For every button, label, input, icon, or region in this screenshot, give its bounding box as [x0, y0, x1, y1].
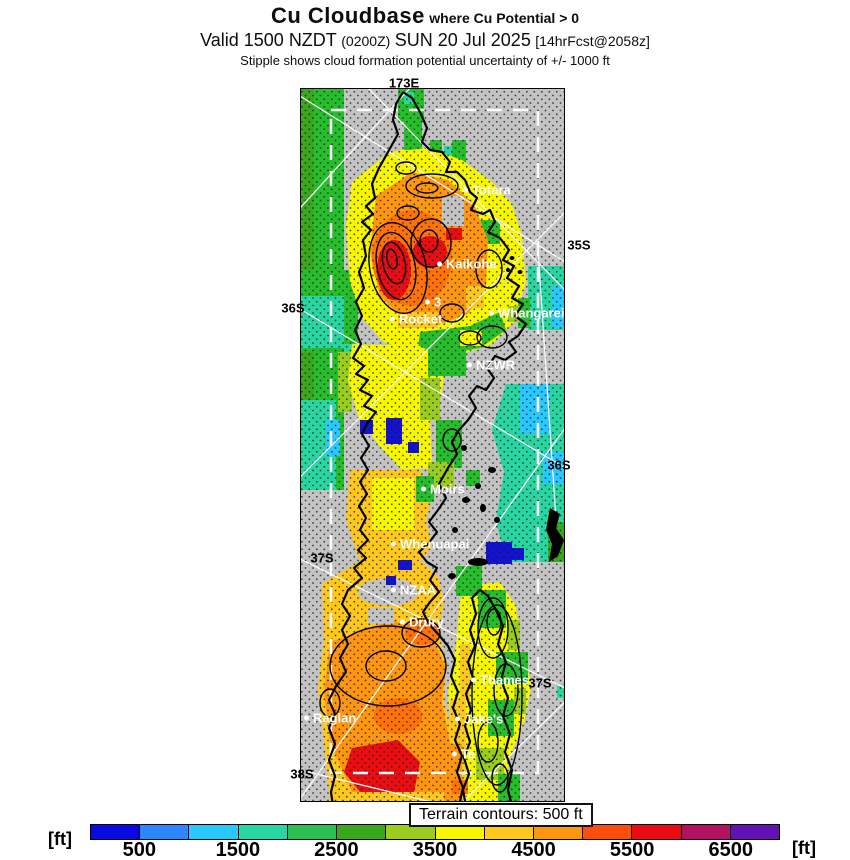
site-marker-dot	[452, 752, 457, 757]
colorbar-tick-500: 500	[122, 839, 156, 860]
page-title: Cu Cloudbase	[270, 3, 425, 28]
site-marker-dot	[489, 311, 494, 316]
stipple-overlay	[300, 88, 565, 802]
title-condition: where Cu Potential > 0	[429, 10, 580, 26]
colorbar-segment-0	[91, 825, 140, 839]
site-label-rocket	[390, 312, 442, 327]
site-label-raglan	[304, 711, 356, 726]
site-name: Raglan	[313, 710, 357, 726]
site-marker-dot	[391, 588, 396, 593]
site-marker-dot	[400, 620, 405, 625]
site-marker-dot	[425, 300, 430, 305]
header	[0, 3, 850, 68]
site-marker-dot	[471, 678, 476, 683]
site-label-drury	[400, 615, 444, 630]
site-label-whenuapai	[391, 537, 469, 552]
colorbar-tick-3500: 3500	[412, 839, 458, 860]
colorbar-segment-3	[239, 825, 288, 839]
site-label-te	[452, 747, 475, 762]
site-name: Moirs	[430, 481, 465, 497]
map-area	[281, 75, 591, 802]
valid-time-line	[0, 30, 850, 51]
site-name: NZWR	[476, 357, 515, 373]
colorbar-segment-11	[632, 825, 681, 839]
colorbar-segment-8	[485, 825, 534, 839]
site-label-thames	[471, 673, 529, 688]
colorbar-tick-1500: 1500	[215, 839, 261, 860]
colorbar-segment-4	[288, 825, 337, 839]
map-svg	[300, 88, 565, 802]
colorbar-segment-9	[534, 825, 583, 839]
site-label-kaikohe	[437, 257, 497, 272]
site-name: Jake's	[464, 711, 504, 727]
graticule-label-173e: 173E	[388, 75, 420, 91]
site-name: Whangarei	[498, 305, 565, 321]
valid-date: SUN 20 Jul 2025	[394, 30, 531, 50]
site-name: Drury	[409, 614, 444, 630]
colorbar-tick-6500: 6500	[708, 839, 753, 860]
site-name: Kaikohe	[446, 256, 497, 272]
site-label-3	[425, 295, 441, 310]
graticule-label-36s: 36S	[281, 300, 305, 316]
colorbar-tick-5500: 5500	[609, 839, 655, 860]
graticule-label-37s: 37S	[310, 550, 334, 566]
colorbar-segment-6	[386, 825, 435, 839]
graticule-label-36s: 36S	[547, 457, 571, 473]
site-marker-dot	[467, 363, 472, 368]
graticule-label-38s: 38S	[290, 766, 314, 782]
colorbar-segment-12	[682, 825, 731, 839]
colorbar-tick-4500: 4500	[511, 839, 556, 860]
site-name: 3	[434, 294, 442, 310]
site-marker-dot	[421, 487, 426, 492]
site-name: NZAA	[400, 582, 437, 598]
site-marker-dot	[391, 542, 396, 547]
site-marker-dot	[304, 716, 309, 721]
colorbar-ticks	[90, 839, 780, 860]
title-line	[0, 3, 850, 29]
valid-prefix: Valid 1500 NZDT	[200, 30, 337, 50]
site-label-nzwr	[467, 358, 515, 373]
site-label-jake-s	[455, 712, 503, 727]
colorbar-unit-right: [ft]	[792, 838, 816, 858]
terrain-contours-note: Terrain contours: 500 ft	[409, 803, 593, 827]
site-marker-dot	[455, 717, 460, 722]
colorbar-segment-2	[189, 825, 238, 839]
colorbar-tick-2500: 2500	[314, 839, 359, 860]
colorbar-segment-13	[731, 825, 779, 839]
site-marker-dot	[390, 317, 395, 322]
graticule-label-35s: 35S	[567, 237, 591, 253]
colorbar-segment-5	[337, 825, 386, 839]
graticule-label-37s: 37S	[528, 675, 552, 691]
site-marker-dot	[437, 262, 442, 267]
site-name: Te	[461, 746, 476, 762]
valid-zulu: (0200Z)	[341, 33, 391, 49]
site-marker-dot	[463, 188, 468, 193]
colorbar-segment-1	[140, 825, 189, 839]
site-name: Thames	[480, 672, 530, 688]
site-name: Rocket	[399, 311, 443, 327]
site-label-totara	[463, 183, 511, 198]
colorbar-segment-10	[583, 825, 632, 839]
colorbar-unit-left: [ft]	[48, 829, 72, 849]
site-name: Whenuapai	[400, 536, 470, 552]
colorbar-segment-7	[436, 825, 485, 839]
stipple-note: Stipple shows cloud formation potential uncertainty of +/- 1000 ft	[240, 53, 610, 68]
site-name: Totara	[472, 182, 511, 198]
site-label-whangarei	[489, 306, 564, 321]
site-label-moirs	[421, 482, 465, 497]
site-label-nzaa	[391, 583, 436, 598]
forecast-run-info: [14hrFcst@2058z]	[535, 33, 650, 49]
